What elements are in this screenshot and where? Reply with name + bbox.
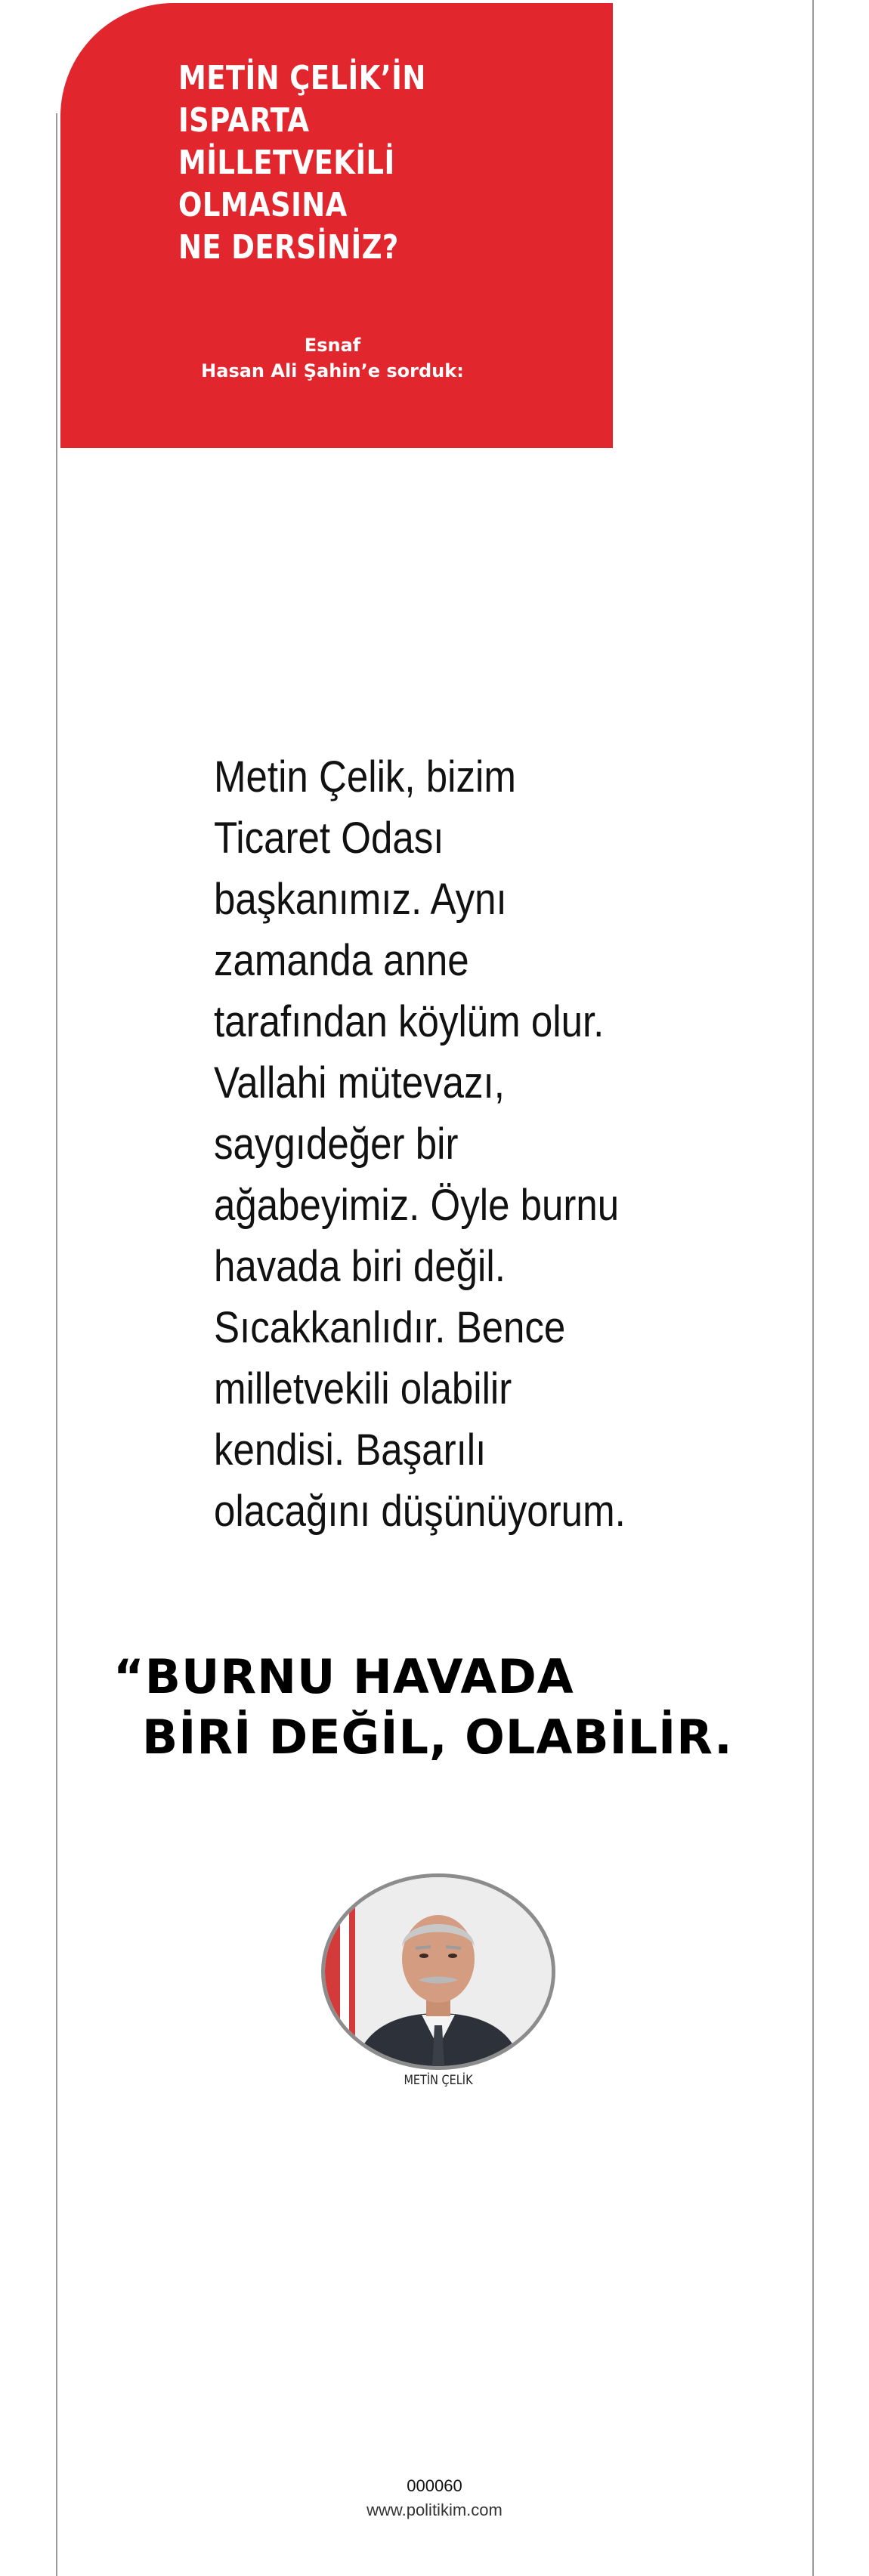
body-line: tarafından köylüm olur.: [214, 997, 605, 1046]
body-line: kendisi. Başarılı: [214, 1425, 487, 1475]
body-line: başkanımız. Aynı: [214, 875, 507, 924]
pull-quote: [113, 1647, 793, 1768]
body-line: Sıcakkanlıdır. Bence: [214, 1303, 566, 1352]
title-line: OLMASINA: [178, 186, 348, 224]
body-line: olacağını düşünüyorum.: [214, 1487, 626, 1536]
portrait-caption: METİN ÇELİK: [404, 2073, 473, 2088]
article-body: [214, 746, 679, 1542]
byline: [178, 332, 487, 384]
pull-quote-line-2: BİRİ DEĞİL, OLABİLİR.: [142, 1710, 733, 1765]
body-line: havada biri değil.: [214, 1242, 506, 1291]
body-line: zamanda anne: [214, 936, 469, 985]
body-line: saygıdeğer bir: [214, 1120, 459, 1169]
body-line: milletvekili olabilir: [214, 1364, 512, 1413]
body-line: Ticaret Odası: [214, 814, 444, 863]
portrait-illustration: [325, 1877, 552, 2066]
body-line: ağabeyimiz. Öyle burnu: [214, 1181, 620, 1230]
page-code: 000060: [407, 2476, 462, 2495]
pull-quote-line-1: “BURNU HAVADA: [113, 1649, 574, 1704]
footer-url: www.politikim.com: [366, 2500, 503, 2519]
title-line: METİN ÇELİK’İN: [178, 59, 426, 97]
right-frame-line: [812, 0, 814, 2576]
byline-role: Esnaf: [304, 335, 361, 356]
title-line: NE DERSİNİZ?: [178, 228, 399, 267]
body-line: Metin Çelik, bizim: [214, 752, 516, 802]
page-title: [178, 57, 521, 269]
portrait-photo: [321, 1873, 555, 2070]
body-line: Vallahi mütevazı,: [214, 1058, 505, 1107]
title-line: ISPARTA MİLLETVEKİLİ: [178, 101, 395, 182]
byline-name: Hasan Ali Şahin’e sorduk:: [201, 360, 464, 381]
left-frame-line: [56, 113, 57, 2576]
